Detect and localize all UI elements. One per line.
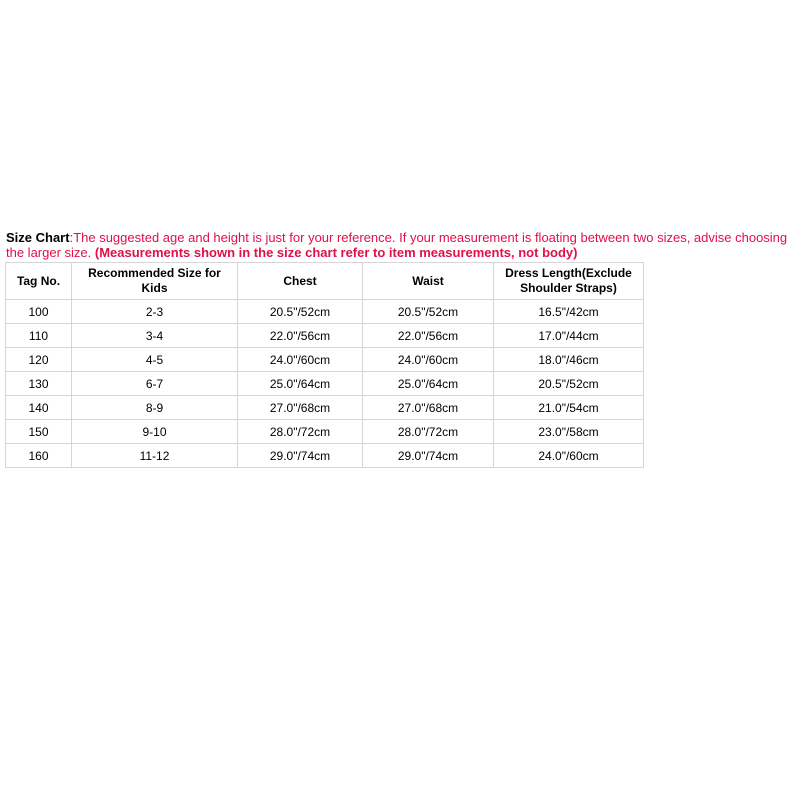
table-row: [6, 396, 644, 420]
cell-tag-no: 160: [6, 444, 72, 468]
table-row: [6, 420, 644, 444]
size-chart-table: [5, 262, 644, 468]
header-recommended-size: Recommended Size for Kids: [72, 263, 238, 300]
cell-tag-no: 100: [6, 300, 72, 324]
cell-recommended-size: 11-12: [72, 444, 238, 468]
cell-waist: 25.0"/64cm: [363, 372, 494, 396]
cell-waist: 27.0"/68cm: [363, 396, 494, 420]
cell-tag-no: 110: [6, 324, 72, 348]
cell-recommended-size: 4-5: [72, 348, 238, 372]
cell-dress-length: 17.0"/44cm: [494, 324, 644, 348]
cell-chest: 24.0"/60cm: [238, 348, 363, 372]
size-chart-note-text: :The suggested age and height is just for your reference. If your measurement is floating between two sizes, advise choosing the larger size.: [6, 230, 788, 260]
cell-chest: 20.5"/52cm: [238, 300, 363, 324]
cell-dress-length: 20.5"/52cm: [494, 372, 644, 396]
cell-recommended-size: 6-7: [72, 372, 238, 396]
table-header-row: [6, 263, 644, 300]
cell-waist: 22.0"/56cm: [363, 324, 494, 348]
cell-tag-no: 130: [6, 372, 72, 396]
size-chart-note: [6, 230, 800, 260]
cell-tag-no: 140: [6, 396, 72, 420]
cell-recommended-size: 9-10: [72, 420, 238, 444]
cell-tag-no: 150: [6, 420, 72, 444]
cell-waist: 24.0"/60cm: [363, 348, 494, 372]
cell-dress-length: 16.5"/42cm: [494, 300, 644, 324]
table-row: [6, 444, 644, 468]
cell-chest: 29.0"/74cm: [238, 444, 363, 468]
cell-chest: 28.0"/72cm: [238, 420, 363, 444]
cell-recommended-size: 8-9: [72, 396, 238, 420]
cell-dress-length: 23.0"/58cm: [494, 420, 644, 444]
size-chart-label: Size Chart: [6, 230, 70, 245]
cell-dress-length: 24.0"/60cm: [494, 444, 644, 468]
cell-recommended-size: 2-3: [72, 300, 238, 324]
cell-dress-length: 21.0"/54cm: [494, 396, 644, 420]
size-chart-note-emphasis: (Measurements shown in the size chart refer to item measurements, not body): [94, 245, 578, 260]
cell-waist: 20.5"/52cm: [363, 300, 494, 324]
cell-waist: 29.0"/74cm: [363, 444, 494, 468]
cell-dress-length: 18.0"/46cm: [494, 348, 644, 372]
table-row: [6, 372, 644, 396]
header-dress-length: Dress Length(Exclude Shoulder Straps): [494, 263, 644, 300]
header-waist: Waist: [363, 263, 494, 300]
header-chest: Chest: [238, 263, 363, 300]
cell-chest: 22.0"/56cm: [238, 324, 363, 348]
header-tag-no: Tag No.: [6, 263, 72, 300]
table-row: [6, 348, 644, 372]
cell-chest: 27.0"/68cm: [238, 396, 363, 420]
cell-recommended-size: 3-4: [72, 324, 238, 348]
cell-waist: 28.0"/72cm: [363, 420, 494, 444]
cell-chest: 25.0"/64cm: [238, 372, 363, 396]
table-row: [6, 300, 644, 324]
cell-tag-no: 120: [6, 348, 72, 372]
table-row: [6, 324, 644, 348]
